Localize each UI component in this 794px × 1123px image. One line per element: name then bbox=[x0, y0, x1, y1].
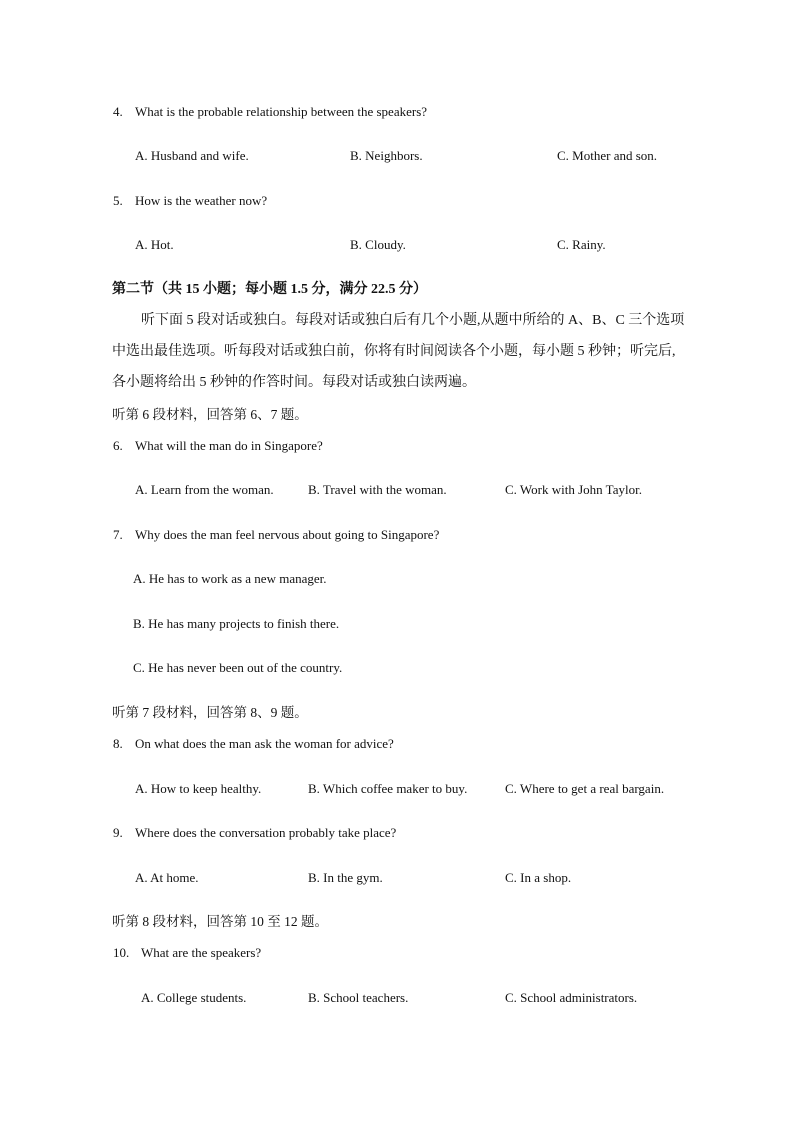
option-b: B. School teachers. bbox=[308, 990, 409, 1005]
group-label: 听第 6 段材料，回答第 6、7 题。 bbox=[112, 407, 308, 422]
question-text: What are the speakers? bbox=[141, 945, 262, 960]
instruction-line-2: 中选出最佳选项。听每段对话或独白前，你将有时间阅读各个小题，每小题 5 秒钟；听完后, bbox=[112, 344, 676, 359]
option-b: B. In the gym. bbox=[308, 870, 383, 885]
question-text: Where does the conversation probably take place? bbox=[135, 825, 397, 840]
option-c: C. School administrators. bbox=[505, 990, 638, 1005]
instruction-line-1: 听下面 5 段对话或独白。每段对话或独白后有几个小题,从题中所给的 A、B、C 三个选项 bbox=[141, 313, 685, 328]
option-c: C. Mother and son. bbox=[557, 148, 658, 163]
instruction-line-3: 各小题将给出 5 秒钟的作答时间。每段对话或独白读两遍。 bbox=[112, 375, 476, 390]
option-a: A. He has to work as a new manager. bbox=[133, 571, 327, 586]
option-c: C. He has never been out of the country. bbox=[133, 660, 343, 675]
question-number: 6. bbox=[113, 438, 123, 453]
question-number: 7. bbox=[113, 527, 123, 542]
option-b: B. Cloudy. bbox=[350, 237, 406, 252]
option-b: B. He has many projects to finish there. bbox=[133, 616, 340, 631]
group-label: 听第 7 段材料，回答第 8、9 题。 bbox=[112, 705, 308, 720]
question-number: 9. bbox=[113, 825, 123, 840]
question-number: 10. bbox=[113, 945, 130, 960]
option-a: A. How to keep healthy. bbox=[135, 781, 262, 796]
question-text: On what does the man ask the woman for advice? bbox=[135, 736, 394, 751]
question-number: 4. bbox=[113, 104, 123, 119]
option-c: C. Work with John Taylor. bbox=[505, 482, 642, 497]
question-number: 8. bbox=[113, 736, 123, 751]
group-label: 听第 8 段材料，回答第 10 至 12 题。 bbox=[112, 914, 328, 929]
option-c: C. Where to get a real bargain. bbox=[505, 781, 665, 796]
option-a: A. Learn from the woman. bbox=[135, 482, 274, 497]
option-a: A. Hot. bbox=[135, 237, 174, 252]
option-b: B. Travel with the woman. bbox=[308, 482, 447, 497]
question-text: What will the man do in Singapore? bbox=[135, 438, 323, 453]
option-a: A. College students. bbox=[141, 990, 247, 1005]
question-number: 5. bbox=[113, 193, 123, 208]
question-text: Why does the man feel nervous about going to Singapore? bbox=[135, 527, 440, 542]
option-a: A. Husband and wife. bbox=[135, 148, 249, 163]
section-title: 第二节（共 15 小题；每小题 1.5 分，满分 22.5 分） bbox=[112, 282, 427, 297]
question-text: How is the weather now? bbox=[135, 193, 268, 208]
option-b: B. Neighbors. bbox=[350, 148, 423, 163]
option-c: C. Rainy. bbox=[557, 237, 606, 252]
option-a: A. At home. bbox=[135, 870, 199, 885]
question-text: What is the probable relationship between the speakers? bbox=[135, 104, 428, 119]
option-b: B. Which coffee maker to buy. bbox=[308, 781, 468, 796]
option-c: C. In a shop. bbox=[505, 870, 572, 885]
